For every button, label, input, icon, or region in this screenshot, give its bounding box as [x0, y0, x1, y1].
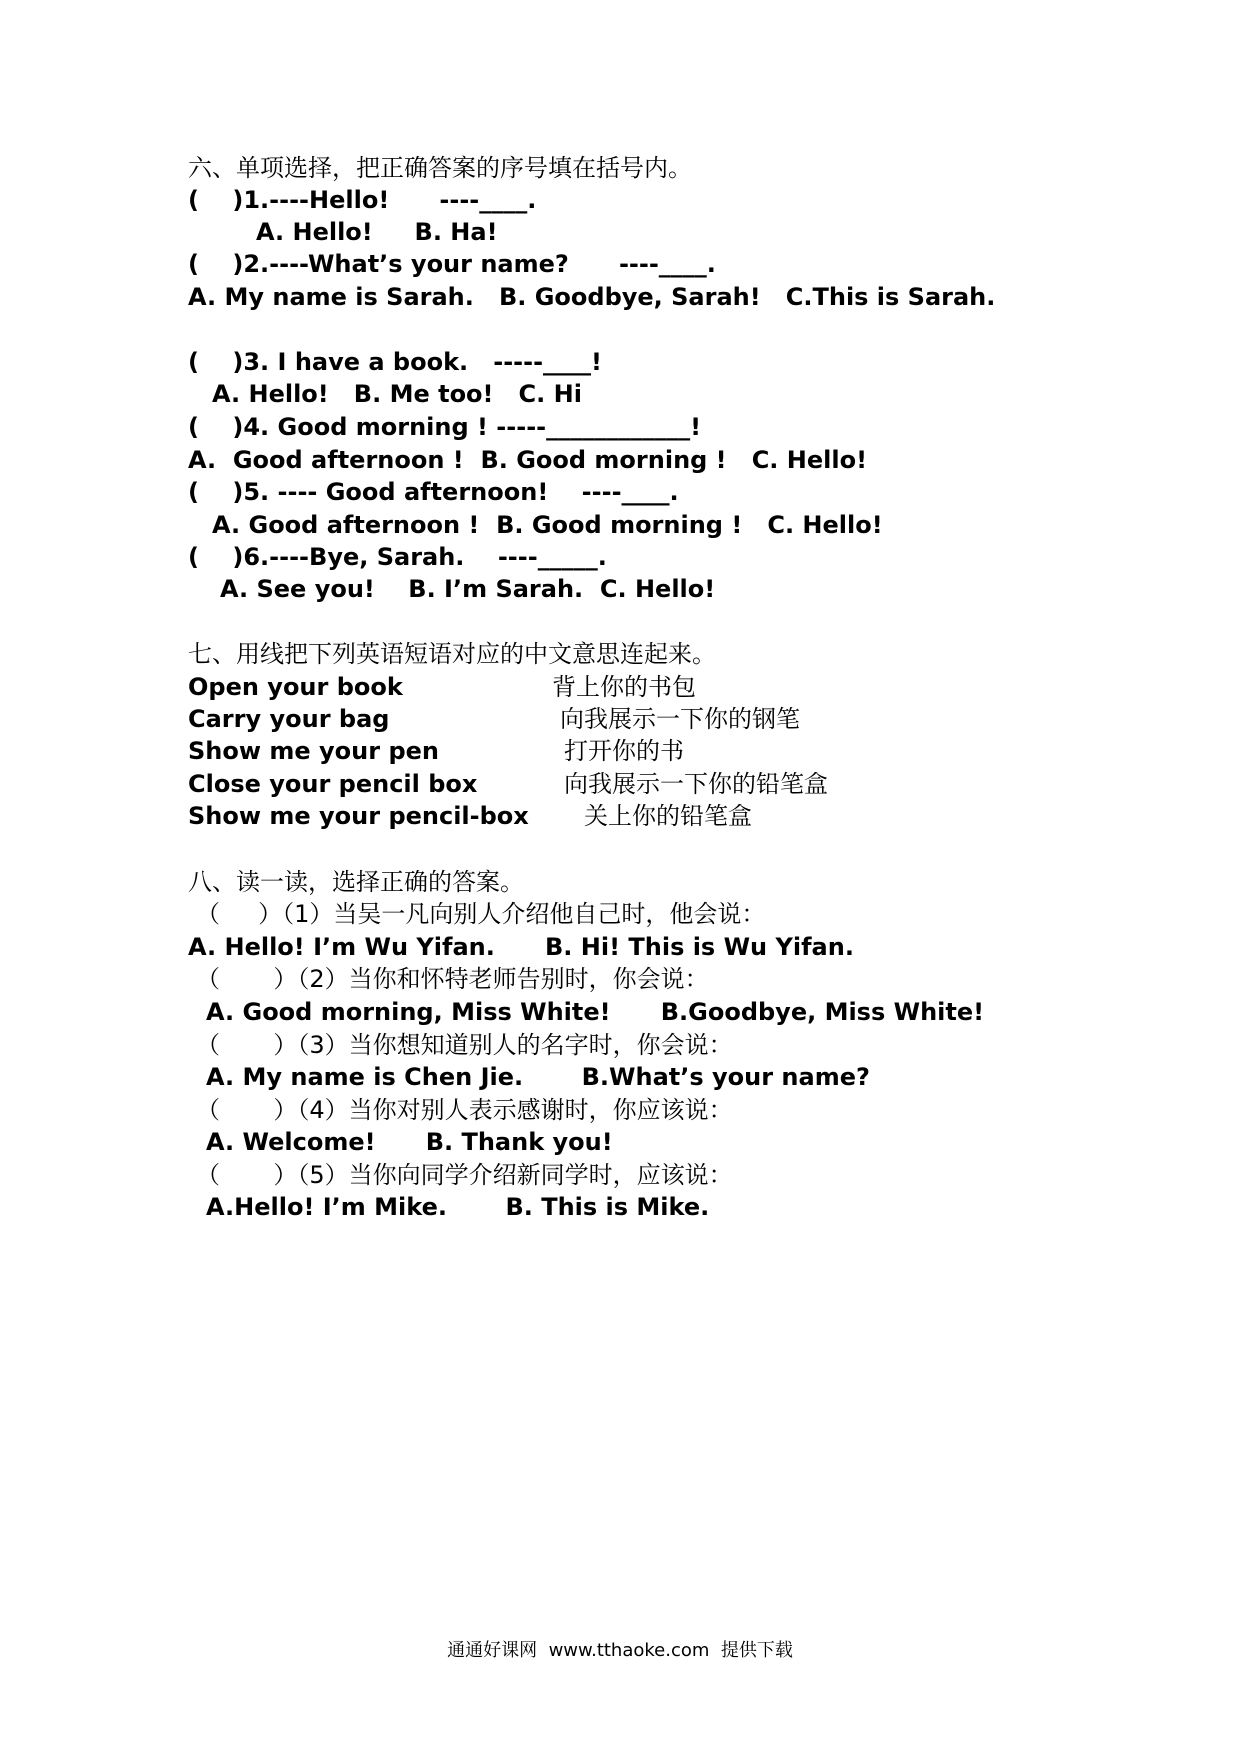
- phrase-english-5: Show me your pencil-box: [188, 802, 529, 830]
- question-6: ( )6.----Bye, Sarah. ----_____.: [188, 543, 607, 571]
- situation-2-options: A. Good morning, Miss White! B.Goodbye, Miss White!: [206, 998, 985, 1026]
- phrase-chinese-3: 打开你的书: [564, 737, 684, 765]
- phrase-english-3: Show me your pen: [188, 737, 439, 765]
- question-2-options: A. My name is Sarah. B. Goodbye, Sarah! C.This is Sarah.: [188, 283, 996, 311]
- situation-5-options: A.Hello! I’m Mike. B. This is Mike.: [206, 1193, 710, 1221]
- phrase-chinese-4: 向我展示一下你的铅笔盒: [564, 770, 828, 798]
- situation-3-options: A. My name is Chen Jie. B.What’s your name?: [206, 1063, 870, 1091]
- question-1-options: A. Hello! B. Ha!: [256, 218, 498, 246]
- section7-heading: 七、用线把下列英语短语对应的中文意思连起来。: [188, 640, 716, 668]
- question-2: ( )2.----What’s your name? ----____.: [188, 250, 716, 278]
- question-5-options: A. Good afternoon ! B. Good morning ! C. Hello!: [212, 511, 883, 539]
- situation-5: （ ）（5）当你向同学介绍新同学时，应该说：: [196, 1161, 733, 1189]
- question-1: ( )1.----Hello! ----____.: [188, 186, 537, 214]
- question-6-options: A. See you! B. I’m Sarah. C. Hello!: [220, 575, 716, 603]
- situation-1-options: A. Hello! I’m Wu Yifan. B. Hi! This is Wu Yifan.: [188, 933, 854, 961]
- question-3-options: A. Hello! B. Me too! C. Hi: [212, 380, 582, 408]
- section8-heading: 八、读一读，选择正确的答案。: [188, 868, 524, 896]
- page-footer: 通通好课网 www.tthaoke.com 提供下载: [447, 1640, 793, 1661]
- phrase-english-2: Carry your bag: [188, 705, 390, 733]
- phrase-chinese-5: 关上你的铅笔盒: [584, 802, 752, 830]
- situation-3: （ ）（3）当你想知道别人的名字时，你会说：: [196, 1031, 733, 1059]
- phrase-chinese-1: 背上你的书包: [552, 673, 696, 701]
- situation-4-options: A. Welcome! B. Thank you!: [206, 1128, 613, 1156]
- phrase-chinese-2: 向我展示一下你的钢笔: [560, 705, 800, 733]
- question-4: ( )4. Good morning ! -----____________!: [188, 413, 702, 441]
- situation-1: （ ）（1）当吴一凡向别人介绍他自己时，他会说：: [196, 900, 766, 928]
- phrase-english-1: Open your book: [188, 673, 403, 701]
- situation-4: （ ）（4）当你对别人表示感谢时，你应该说：: [196, 1096, 733, 1124]
- question-5: ( )5. ---- Good afternoon! ----____.: [188, 478, 679, 506]
- question-3: ( )3. I have a book. -----____!: [188, 348, 602, 376]
- question-4-options: A. Good afternoon ! B. Good morning ! C. Hello!: [188, 446, 868, 474]
- section6-heading: 六、单项选择，把正确答案的序号填在括号内。: [188, 154, 692, 182]
- situation-2: （ ）（2）当你和怀特老师告别时，你会说：: [196, 965, 709, 993]
- phrase-english-4: Close your pencil box: [188, 770, 478, 798]
